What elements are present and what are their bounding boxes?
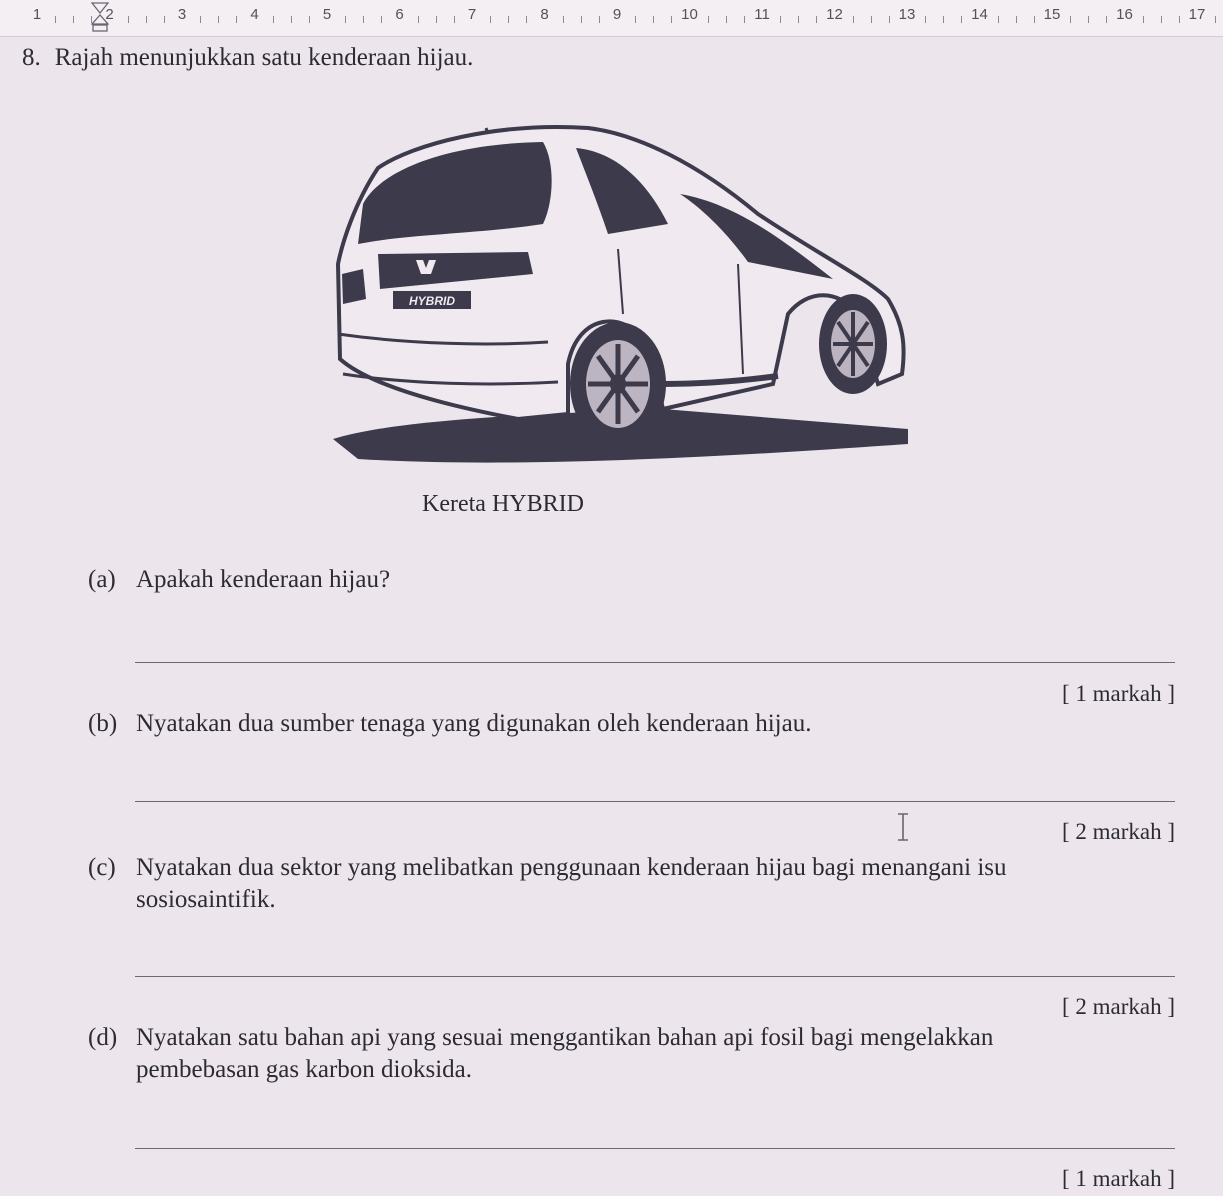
ruler-number: 1	[32, 6, 42, 23]
document-page	[0, 36, 1223, 1196]
ruler-minor-tick	[925, 16, 926, 23]
part-d-label: (d)	[88, 1024, 118, 1051]
ruler-minor-tick	[309, 16, 310, 23]
answer-line-a[interactable]	[135, 662, 1175, 663]
text-cursor-icon	[895, 812, 911, 842]
ruler-minor-tick	[653, 16, 654, 23]
ruler-minor-tick	[581, 16, 582, 23]
ruler-minor-tick	[73, 16, 74, 23]
ruler-minor-tick	[853, 16, 854, 23]
ruler-number: 12	[826, 6, 843, 23]
ruler-minor-tick	[563, 16, 564, 23]
ruler-number: 2	[105, 6, 114, 23]
ruler-minor-tick	[436, 16, 437, 23]
marks-d: [ 1 markah ]	[1061, 1166, 1175, 1191]
ruler-number: 11	[754, 6, 770, 23]
answer-line-b[interactable]	[135, 801, 1175, 802]
ruler-minor-tick	[744, 16, 745, 23]
part-b-label: (b)	[88, 710, 118, 737]
figure-caption: Kereta HYBRID	[422, 491, 584, 517]
part-c-text-line1: Nyatakan dua sektor yang melibatkan penggunaan kenderaan hijau bagi menangani isu	[136, 854, 1007, 881]
hybrid-badge-text: HYBRID	[408, 294, 456, 308]
marks-c: [ 2 markah ]	[1061, 994, 1175, 1019]
ruler-minor-tick	[1070, 16, 1071, 23]
ruler-minor-tick	[363, 16, 364, 23]
ruler-number: 10	[681, 6, 698, 23]
ruler-minor-tick	[961, 16, 962, 23]
part-b	[88, 708, 811, 740]
ruler-minor-tick	[1034, 16, 1035, 23]
ruler-minor-tick	[1088, 16, 1089, 23]
answer-line-c[interactable]	[135, 976, 1175, 977]
ruler-minor-tick	[726, 16, 727, 23]
ruler-minor-tick	[1161, 16, 1162, 23]
part-b-text: Nyatakan dua sumber tenaga yang digunakan oleh kenderaan hijau.	[136, 710, 812, 737]
ruler-minor-tick	[671, 16, 672, 23]
ruler-number: 14	[971, 6, 988, 23]
ruler-minor-tick	[1106, 16, 1107, 23]
ruler-number: 7	[467, 6, 477, 23]
ruler-minor-tick	[200, 16, 201, 23]
ruler-minor-tick	[526, 16, 527, 23]
hybrid-car-image	[318, 84, 918, 484]
ruler-minor-tick	[1016, 16, 1017, 23]
marks-b: [ 2 markah ]	[1061, 819, 1175, 844]
ruler-minor-tick	[381, 16, 382, 23]
part-d-text-line2: pembebasan gas karbon dioksida.	[136, 1056, 473, 1083]
ruler-minor-tick	[273, 16, 274, 23]
ruler-minor-tick	[816, 16, 817, 23]
ruler-minor-tick	[291, 16, 292, 23]
part-d-text-line1: Nyatakan satu bahan api yang sesuai menggantikan bahan api fosil bagi mengelakkan	[136, 1024, 994, 1051]
ruler-number: 8	[540, 6, 549, 23]
ruler-minor-tick	[91, 16, 92, 23]
ruler-minor-tick	[889, 16, 890, 23]
ruler-minor-tick	[218, 16, 219, 23]
ruler-minor-tick	[798, 16, 799, 23]
ruler-minor-tick	[1215, 16, 1216, 23]
ruler-minor-tick	[599, 16, 600, 23]
ruler-minor-tick	[943, 16, 944, 23]
ruler-number: 15	[1043, 6, 1061, 23]
ruler-minor-tick	[998, 16, 999, 23]
horizontal-ruler[interactable]	[0, 0, 1223, 37]
ruler-number: 13	[898, 6, 916, 23]
ruler-minor-tick	[236, 16, 237, 23]
ruler-number: 9	[612, 6, 622, 23]
part-a	[88, 564, 390, 596]
question-number: 8.	[22, 44, 41, 71]
ruler-minor-tick	[128, 16, 129, 23]
marks-a: [ 1 markah ]	[1061, 681, 1175, 706]
part-c-text-line2: sosiosaintifik.	[136, 886, 276, 913]
ruler-minor-tick	[490, 16, 491, 23]
ruler-minor-tick	[508, 16, 509, 23]
question-intro: Rajah menunjukkan satu kenderaan hijau.	[54, 44, 474, 71]
question-heading	[22, 44, 473, 72]
part-c	[88, 852, 1007, 916]
answer-line-d[interactable]	[135, 1148, 1175, 1149]
ruler-number: 5	[322, 6, 332, 23]
part-a-label: (a)	[88, 566, 116, 593]
ruler-minor-tick	[635, 16, 636, 23]
ruler-number: 3	[177, 6, 187, 23]
ruler-minor-tick	[146, 16, 147, 23]
ruler-minor-tick	[1143, 16, 1144, 23]
ruler-minor-tick	[454, 16, 455, 23]
ruler-number: 6	[395, 6, 404, 23]
ruler-minor-tick	[164, 16, 165, 23]
ruler-minor-tick	[780, 16, 781, 23]
part-a-text: Apakah kenderaan hijau?	[136, 566, 391, 593]
part-c-label: (c)	[88, 854, 116, 881]
ruler-number: 16	[1116, 6, 1133, 23]
ruler-minor-tick	[55, 16, 56, 23]
part-d	[88, 1022, 993, 1086]
ruler-number: 17	[1188, 6, 1206, 23]
ruler-minor-tick	[345, 16, 346, 23]
ruler-minor-tick	[418, 16, 419, 23]
ruler-minor-tick	[1179, 16, 1180, 23]
ruler-minor-tick	[708, 16, 709, 23]
ruler-minor-tick	[871, 16, 872, 23]
ruler-number: 4	[250, 6, 259, 23]
